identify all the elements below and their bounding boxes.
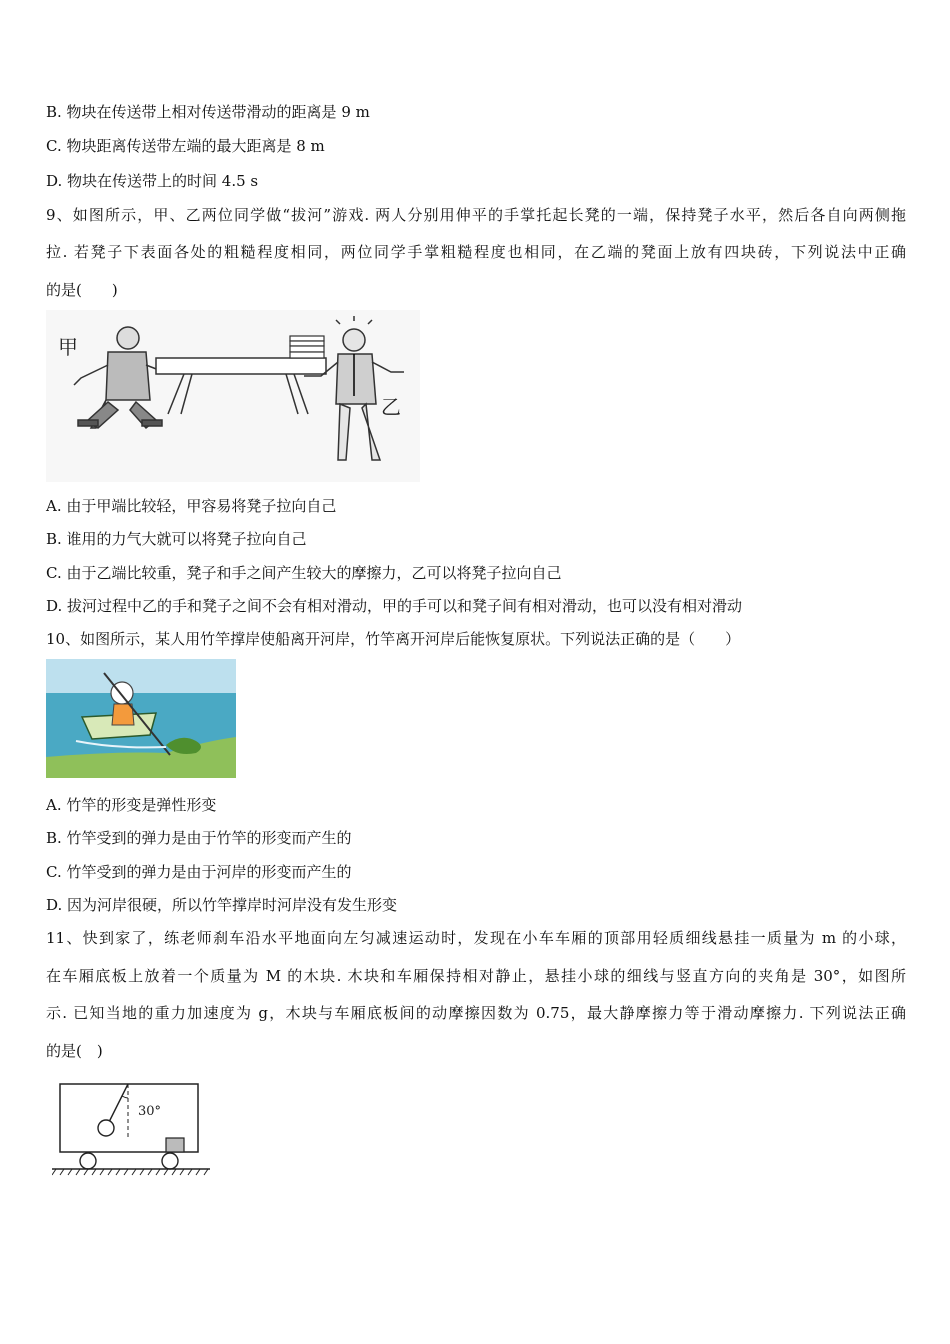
q9-option-c: C. 由于乙端比较重，凳子和手之间产生较大的摩擦力，乙可以将凳子拉向自己 <box>46 564 562 582</box>
q9-figure-label-jia: 甲 <box>58 335 78 359</box>
cart-wheel-right <box>162 1153 178 1169</box>
q9-stem-line-3: 的是( ) <box>46 281 118 299</box>
q8-option-b: B. 物块在传送带上相对传送带滑动的距离是 9 m <box>46 103 370 121</box>
angle-label: 30° <box>138 1104 162 1119</box>
q11-stem-line-2: 在车厢底板上放着一个质量为 M 的木块. 木块和车厢保持相对静止，悬挂小球的细线与竖直方向的夹角是 30°，如图所 <box>46 967 906 985</box>
q9-tug-of-war-figure <box>46 310 420 482</box>
pendulum-ball <box>98 1120 114 1136</box>
q10-option-c: C. 竹竿受到的弹力是由于河岸的形变而产生的 <box>46 863 352 881</box>
q9-option-b: B. 谁用的力气大就可以将凳子拉向自己 <box>46 530 307 548</box>
q10-option-a: A. 竹竿的形变是弹性形变 <box>46 796 217 814</box>
q10-stem: 10、如图所示，某人用竹竿撑岸使船离开河岸，竹竿离开河岸后能恢复原状。下列说法正确的是（ ） <box>46 630 741 648</box>
q9-option-d: D. 拔河过程中乙的手和凳子之间不会有相对滑动，甲的手可以和凳子间有相对滑动，也可以没有相对滑动 <box>46 597 743 615</box>
q11-cart-figure <box>52 1080 212 1180</box>
ground-hatching <box>52 1169 208 1175</box>
q8-option-d: D. 物块在传送带上的时间 4.5 s <box>46 172 259 190</box>
q9-figure-label-yi: 乙 <box>381 395 401 419</box>
q11-stem-line-1: 11、快到家了，练老师刹车沿水平地面向左匀减速运动时，发现在小车车厢的顶部用轻质细线悬挂一质量为 m 的小球， <box>46 929 906 947</box>
q11-stem-line-3: 示. 已知当地的重力加速度为 g，木块与车厢底板间的动摩擦因数为 0.75，最大静摩擦力等于滑动摩擦力. 下列说法正确 <box>46 1004 906 1022</box>
q10-option-d: D. 因为河岸很硬，所以竹竿撑岸时河岸没有发生形变 <box>46 896 398 914</box>
q9-option-a: A. 由于甲端比较轻，甲容易将凳子拉向自己 <box>46 497 337 515</box>
q10-option-b: B. 竹竿受到的弹力是由于竹竿的形变而产生的 <box>46 829 352 847</box>
cart-wheel-left <box>80 1153 96 1169</box>
q10-boat-figure <box>46 659 236 778</box>
q11-stem-line-4: 的是( ) <box>46 1042 103 1060</box>
wooden-block <box>166 1138 184 1152</box>
q9-stem-line-1: 9、如图所示，甲、乙两位同学做“拔河”游戏. 两人分别用伸平的手掌托起长凳的一端，保持凳子水平，然后各自向两侧拖 <box>46 206 906 224</box>
q9-stem-line-2: 拉. 若凳子下表面各处的粗糙程度相同，两位同学手掌粗糙程度也相同，在乙端的凳面上放有四块砖，下列说法中正确 <box>46 243 906 261</box>
bricks-illustration <box>290 336 324 358</box>
q8-option-c: C. 物块距离传送带左端的最大距离是 8 m <box>46 137 325 155</box>
